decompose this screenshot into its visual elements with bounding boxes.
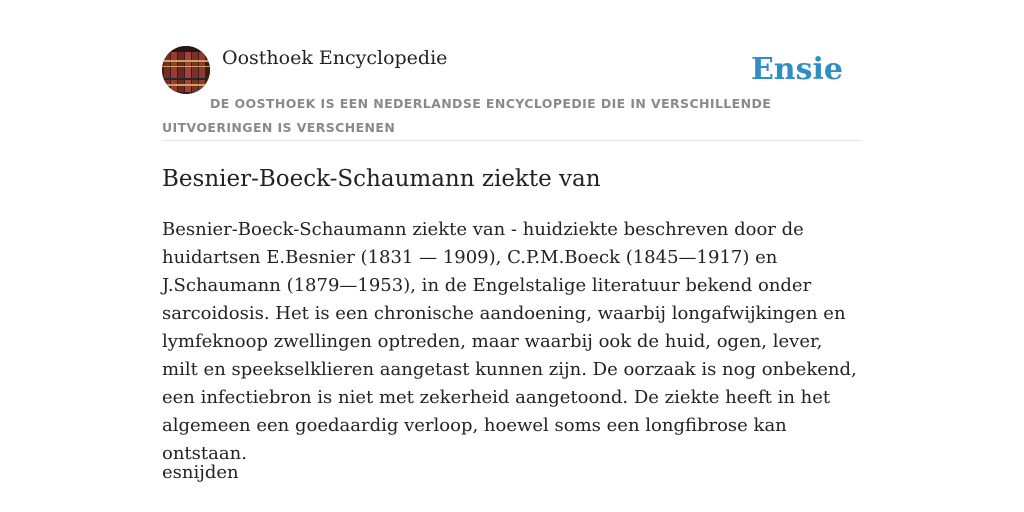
brand-logo[interactable]: Ensie [750, 52, 843, 87]
site-tagline: DE OOSTHOEK IS EEN NEDERLANDSE ENCYCLOPEDIE DIE IN VERSCHILLENDE UITVOERINGEN IS VERSCHENEN [162, 96, 772, 135]
site-title[interactable]: Oosthoek Encyclopedie [222, 47, 448, 69]
book-spines-avatar-icon[interactable] [162, 46, 210, 94]
article-title: Besnier-Boeck-Schaumann ziekte van [162, 166, 601, 192]
article-footer-text: esnijden [162, 462, 239, 483]
site-header [162, 46, 862, 141]
article-body: Besnier-Boeck-Schaumann ziekte van - huidziekte beschreven door de huidartsen E.Besnier (1831 — 1909), C.P.M.Boeck (1845—1917) en J.Schaumann (1879—1953), in de Engelstalige literatuur bekend onder sarcoidosis. Het is een chronische aandoening, waarbij longafwijkingen en lymfeknoop zwellingen optreden, maar waarbij ook de huid, ogen, lever, milt en speekselklieren aangetast kunnen zijn. De oorzaak is nog onbekend, een infectiebron is niet met zekerheid aangetoond. De ziekte heeft in het algemeen een goedaardig verloop, hoewel soms een longfibrose kan ontstaan. [162, 219, 857, 464]
